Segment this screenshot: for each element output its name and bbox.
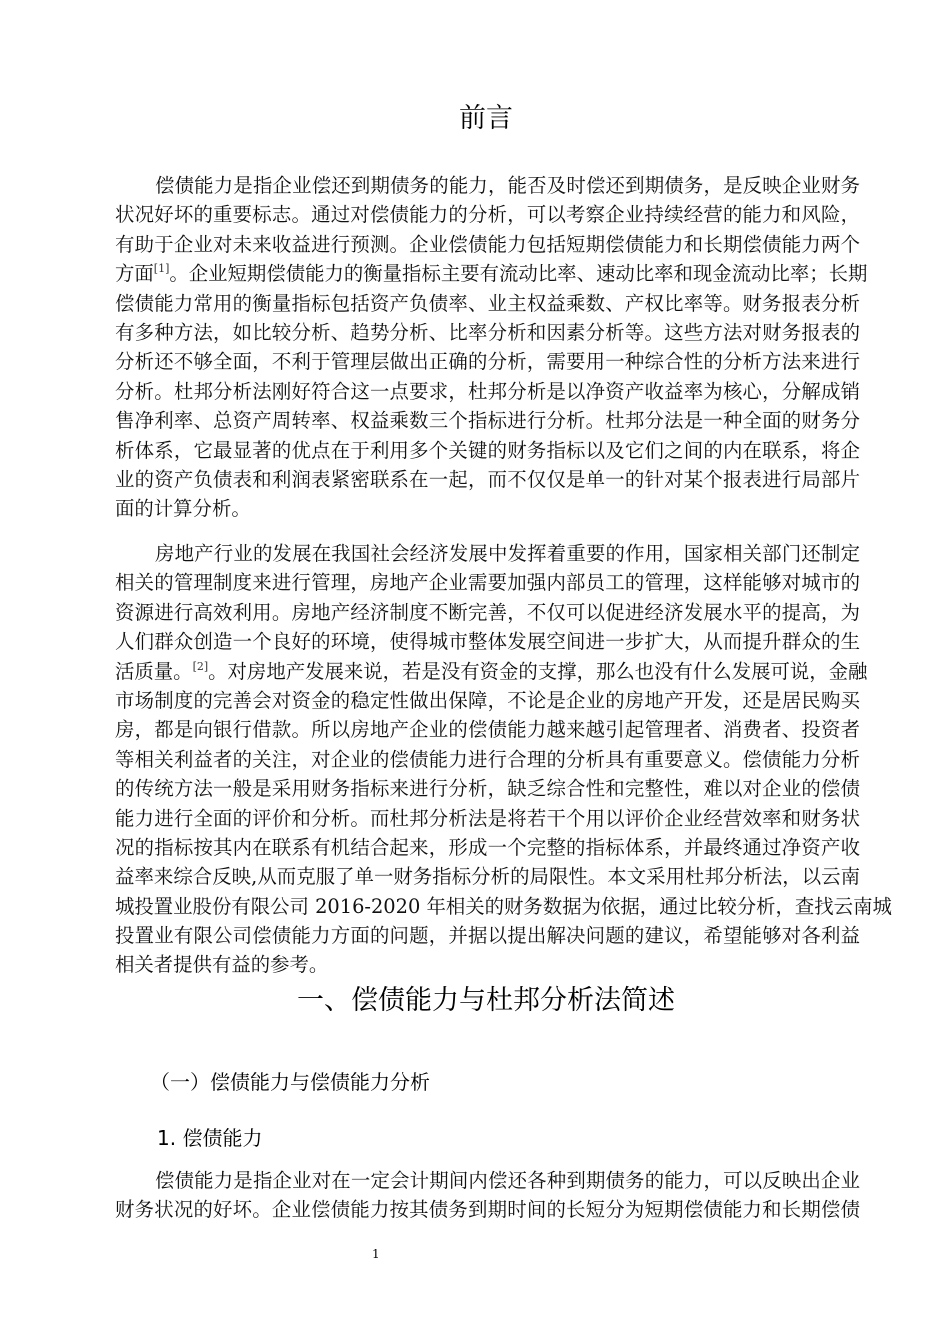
- text-line: 财务状况的好坏。企业偿债能力按其债务到期时间的长短分为短期偿债能力和长期偿债: [115, 1198, 860, 1222]
- text-line: 状况好坏的重要标志。通过对偿债能力的分析，可以考察企业持续经营的能力和风险，: [115, 203, 860, 227]
- text-line: 分析。杜邦分析法刚好符合这一点要求，杜邦分析是以净资产收益率为核心，分解成销: [115, 379, 860, 403]
- text-line-with-citation: [115, 657, 868, 686]
- text-fragment: 。对房地产发展来说，若是没有资金的支撑，那么也没有什么发展可说，金融: [208, 659, 868, 683]
- text-fragment: 方面: [115, 262, 154, 286]
- text-line: 投置业有限公司偿债能力方面的问题，并据以提出解决问题的建议，希望能够对各利益: [115, 924, 860, 948]
- text-line: 偿债能力常用的衡量指标包括资产负债率、业主权益乘数、产权比率等。财务报表分析: [115, 291, 860, 315]
- text-line: 偿债能力是指企业偿还到期债务的能力，能否及时偿还到期债务，是反映企业财务: [155, 174, 860, 197]
- text-line: 人们群众创造一个良好的环境，使得城市整体发展空间进一步扩大，从而提升群众的生: [115, 630, 860, 654]
- text-line: 城投置业股份有限公司 2016-2020 年相关的财务数据为依据，通过比较分析，查找云南城: [115, 894, 892, 918]
- text-fragment: 。企业短期偿债能力的衡量指标主要有流动比率、速动比率和现金流动比率；长期: [169, 262, 868, 286]
- text-line: 业的资产负债表和利润表紧密联系在一起，而不仅仅是单一的针对某个报表进行局部片: [115, 467, 860, 491]
- text-line: 析体系，它最显著的优点在于利用多个关键的财务指标以及它们之间的内在联系，将企: [115, 438, 860, 462]
- text-line: 能力进行全面的评价和分析。而杜邦分析法是将若干个用以评价企业经营效率和财务状: [115, 806, 860, 830]
- text-line-with-citation: [115, 259, 868, 288]
- text-line: 有助于企业对未来收益进行预测。企业偿债能力包括短期偿债能力和长期偿债能力两个: [115, 232, 860, 256]
- subsubsection-heading: 1. 偿债能力: [157, 1126, 263, 1150]
- preface-title: 前言: [459, 103, 513, 134]
- text-line: 资源进行高效利用。房地产经济制度不断完善，不仅可以促进经济发展水平的提高，为: [115, 600, 860, 624]
- text-line: 相关者提供有益的参考。: [115, 953, 329, 977]
- text-line: 等相关利益者的关注，对企业的偿债能力进行合理的分析具有重要意义。偿债能力分析: [115, 747, 860, 771]
- preface-paragraph-2: [115, 539, 892, 980]
- citation-ref-1[interactable]: [1]: [153, 262, 170, 276]
- text-line: 市场制度的完善会对资金的稳定性做出保障，不论是企业的房地产开发，还是居民购买: [115, 688, 860, 712]
- text-line: 房，都是向银行借款。所以房地产企业的偿债能力越来越引起管理者、消费者、投资者: [115, 718, 860, 742]
- text-line: 售净利率、总资产周转率、权益乘数三个指标进行分析。杜邦分法是一种全面的财务分: [115, 409, 860, 433]
- section-heading: 一、偿债能力与杜邦分析法简述: [297, 985, 675, 1016]
- subsection-heading: （一）偿债能力与偿债能力分析: [150, 1070, 430, 1094]
- text-line: 偿债能力是指企业对在一定会计期间内偿还各种到期债务的能力，可以反映出企业: [155, 1169, 860, 1192]
- text-line: 相关的管理制度来进行管理，房地产企业需要加强内部员工的管理，这样能够对城市的: [115, 571, 860, 595]
- text-line: 房地产行业的发展在我国社会经济发展中发挥着重要的作用，国家相关部门还制定: [155, 542, 860, 565]
- text-line: 况的指标按其内在联系有机结合起来，形成一个完整的指标体系，并最终通过净资产收: [115, 835, 860, 859]
- text-line: 分析还不够全面，不利于管理层做出正确的分析，需要用一种综合性的分析方法来进行: [115, 350, 860, 374]
- text-fragment: 活质量。: [115, 659, 193, 683]
- body-paragraph-3: [115, 1166, 860, 1225]
- page-number: 1: [372, 1247, 380, 1261]
- text-line: 面的计算分析。: [115, 497, 251, 521]
- text-line: 的传统方法一般是采用财务指标来进行分析，缺乏综合性和完整性，难以对企业的偿债: [115, 777, 860, 801]
- text-line: 益率来综合反映,从而克服了单一财务指标分析的局限性。本文采用杜邦分析法，以云南: [115, 865, 860, 889]
- citation-ref-2[interactable]: [2]: [192, 659, 209, 673]
- text-line: 有多种方法，如比较分析、趋势分析、比率分析和因素分析等。这些方法对财务报表的: [115, 320, 860, 344]
- preface-paragraph-1: [115, 171, 868, 524]
